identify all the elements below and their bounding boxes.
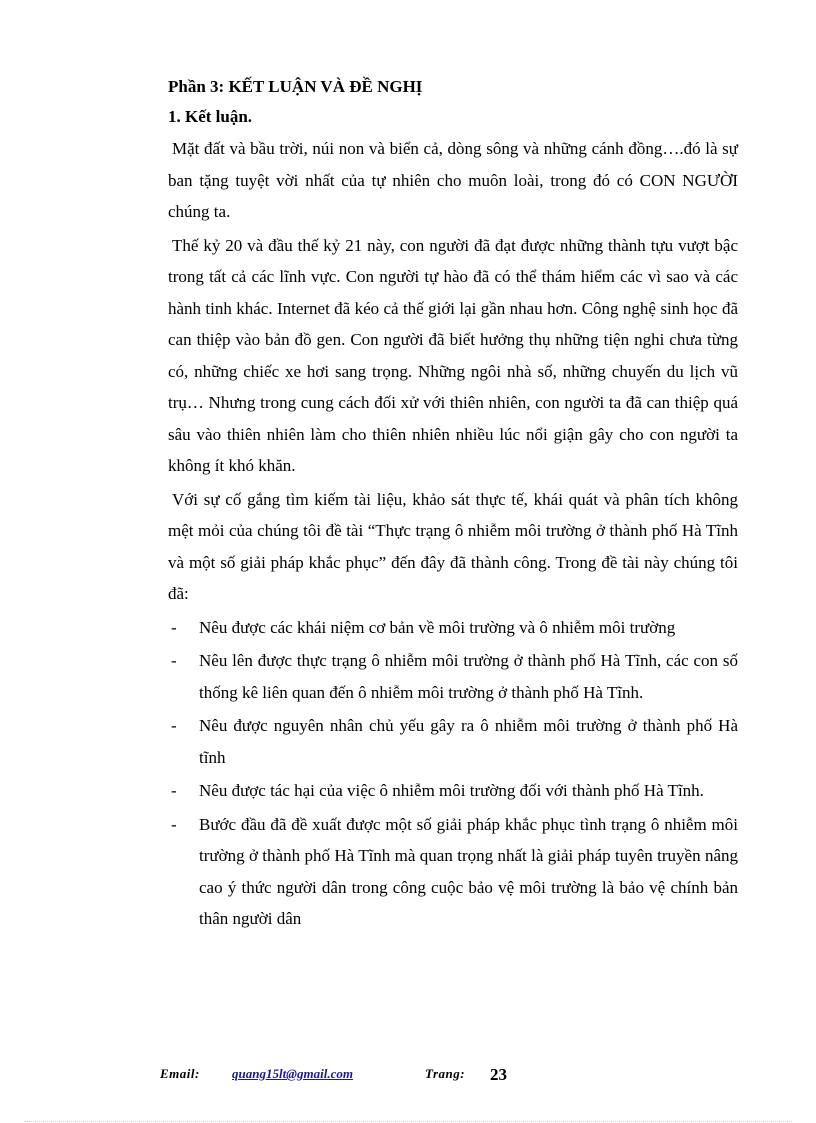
list-item-text: Nêu được các khái niệm cơ bản về môi trường và ô nhiễm môi trường xyxy=(199,617,676,637)
page-content xyxy=(168,76,738,937)
list-item xyxy=(168,710,738,773)
list-item-text: Nêu được nguyên nhân chủ yếu gây ra ô nhiễm môi trường ở thành phố Hà tĩnh xyxy=(199,716,738,767)
bullet-dash: - xyxy=(171,781,177,800)
list-item xyxy=(168,809,738,935)
bullet-dash: - xyxy=(171,617,177,637)
footer-page-label: Trang: xyxy=(425,1066,466,1081)
list-item xyxy=(168,645,738,708)
page-bottom-divider xyxy=(24,1121,792,1122)
paragraph: Với sự cố gắng tìm kiếm tài liệu, khảo sát thực tế, khái quát và phân tích không mệt mỏi của chúng tôi đề tài “Thực trạng ô nhiễm môi trường ở thành phố Hà Tĩnh và một số giải pháp khắc phục” đến đây đã thành công. Trong đề tài này chúng tôi đã: xyxy=(168,489,738,603)
list-item-text: Nêu được tác hại của việc ô nhiễm môi trường đối với thành phố Hà Tĩnh. xyxy=(199,781,704,800)
list-item xyxy=(168,612,738,644)
bullet-dash: - xyxy=(171,814,177,834)
list-item xyxy=(168,775,738,807)
page-number: 23 xyxy=(490,1065,507,1084)
section-heading: 1. Kết luận. xyxy=(168,107,253,126)
list-item-text: Bước đầu đã đề xuất được một số giải pháp khắc phục tình trạng ô nhiễm môi trường ở thành phố Hà Tĩnh mà quan trọng nhất là giải pháp tuyên truyền nâng cao ý thức người dân trong công cuộc bảo vệ môi trường là bảo vệ chính bản thân người dân xyxy=(199,814,738,928)
paragraph: Mặt đất và bầu trời, núi non và biển cả, dòng sông và những cánh đồng….đó là sự ban tặng tuyệt vời nhất của tự nhiên cho muôn loài, trong đó có CON NGƯỜI chúng ta. xyxy=(168,139,738,221)
paragraph: Thế kỷ 20 và đầu thế kỷ 21 này, con người đã đạt được những thành tựu vượt bậc trong tất cả các lĩnh vực. Con người tự hào đã có thể thám hiểm các vì sao và các hành tinh khác. Internet đã kéo cả thế giới lại gần nhau hơn. Công nghệ sinh học đã can thiệp vào bản đồ gen. Con người đã biết hưởng thụ những tiện nghi chưa từng có, những chiếc xe hơi sang trọng. Những ngôi nhà số, những chuyến du lịch vũ trụ… Nhưng trong cung cách đối xử với thiên nhiên, con người ta đã can thiệp quá sâu vào thiên nhiên làm cho thiên nhiên nhiều lúc nổi giận gây cho con người ta không ít khó khăn. xyxy=(168,235,738,475)
part-heading: Phần 3: KẾT LUẬN VÀ ĐỀ NGHỊ xyxy=(168,77,423,96)
conclusion-list xyxy=(168,612,738,935)
page-footer xyxy=(160,1063,580,1089)
footer-email-label: Email: xyxy=(160,1066,200,1081)
footer-email-link[interactable]: quang15lt@gmail.com xyxy=(232,1066,353,1081)
bullet-dash: - xyxy=(171,716,177,735)
list-item-text: Nêu lên được thực trạng ô nhiễm môi trường ở thành phố Hà Tĩnh, các con số thống kê liên quan đến ô nhiễm môi trường ở thành phố Hà Tĩnh. xyxy=(199,651,738,702)
bullet-dash: - xyxy=(171,651,177,670)
